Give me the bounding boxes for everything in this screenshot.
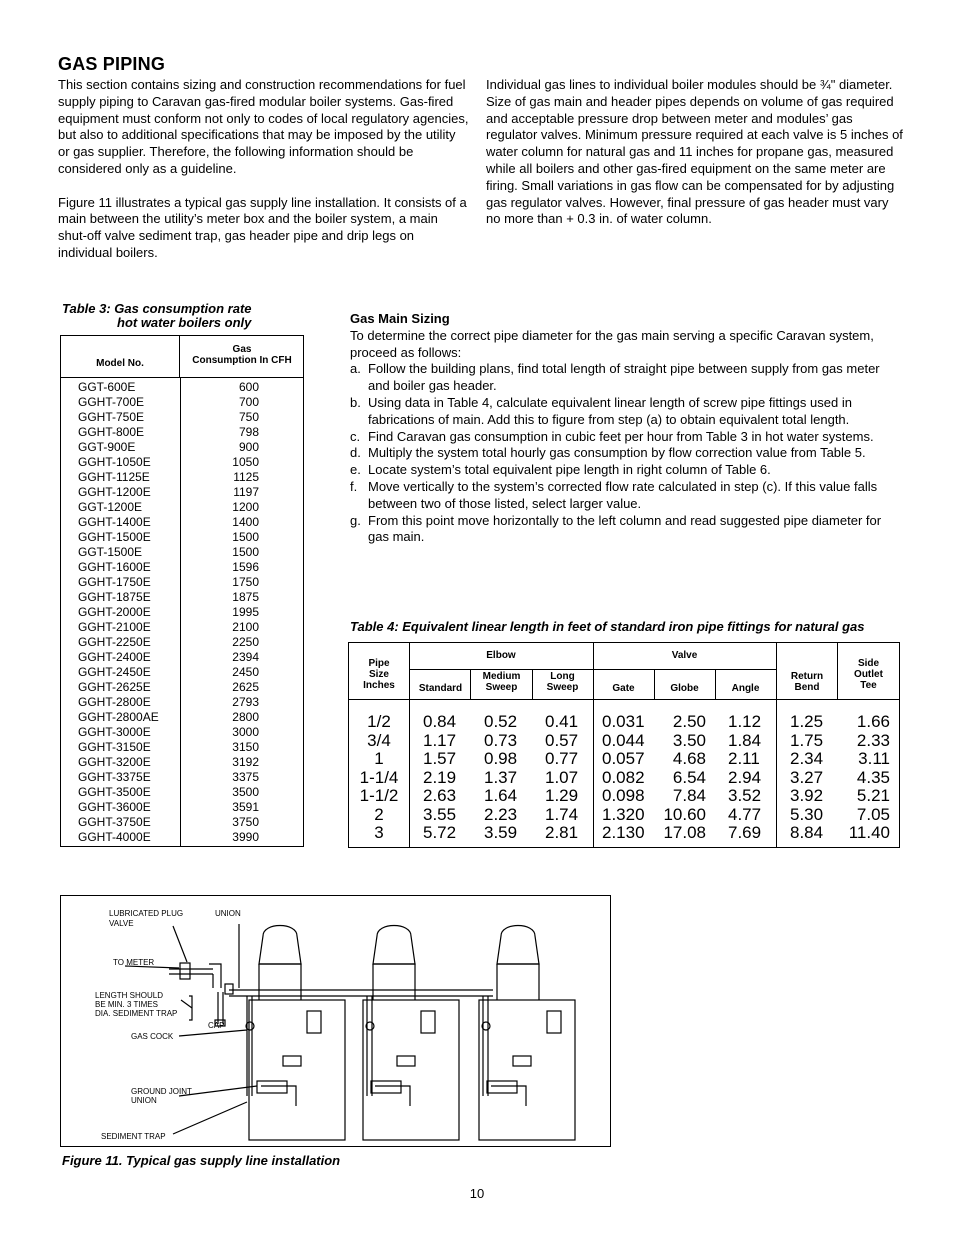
fig-label-ground-joint-2: UNION [131, 1096, 157, 1105]
table-cell: 0.52 [484, 712, 518, 731]
gas-consumption-value: 1500 [232, 545, 259, 559]
gas-consumption-value: 1050 [232, 455, 259, 469]
fig-label-union: UNION [215, 909, 241, 918]
table-cell: 3.92 [790, 786, 824, 805]
table-cell: 1-1/2 [359, 786, 399, 805]
list-item [350, 513, 902, 547]
t4-header-gate: Gate [612, 683, 635, 694]
table-row [61, 410, 303, 425]
model-number: GGHT-2400E [78, 650, 151, 664]
table-row [61, 530, 303, 545]
t4-hline [409, 669, 776, 670]
gas-consumption-value: 1596 [232, 560, 259, 574]
table-cell: 6.54 [672, 767, 706, 787]
figure-11-caption: Figure 11. Typical gas supply line installation [62, 1153, 341, 1168]
t4-header-pipe [349, 658, 409, 691]
table-cell: 3 [374, 823, 384, 842]
gas-consumption-value: 3591 [232, 800, 259, 814]
gas-consumption-value: 1197 [233, 485, 259, 499]
table-cell: 3.50 [672, 730, 706, 750]
list-item [350, 462, 902, 479]
t4-header-globe: Globe [670, 683, 699, 694]
table-row [61, 470, 303, 485]
table-cell: 1-1/4 [359, 767, 399, 787]
table-cell: 2 [374, 804, 384, 824]
table-row [61, 815, 303, 830]
t4-header-return [777, 671, 837, 693]
gas-consumption-value: 1750 [232, 575, 259, 589]
model-number: GGHT-3150E [78, 740, 151, 754]
t4-header-pipe-l1: Pipe [368, 658, 390, 669]
table3-caption-line2: hot water boilers only [117, 315, 252, 330]
table-row [61, 605, 303, 620]
model-number: GGHT-2625E [78, 680, 151, 694]
table-row [61, 620, 303, 635]
table-cell: 3.27 [790, 767, 824, 787]
fig-label-ground-joint-1: GROUND JOINT [131, 1087, 192, 1096]
table-cell: 1.37 [484, 767, 518, 787]
table-cell: 1.84 [728, 730, 762, 750]
table-row [61, 680, 303, 695]
t4-column-medium [484, 713, 517, 843]
table-cell: 1.320 [602, 804, 645, 824]
intro-paragraph-2: Figure 11 illustrates a typical gas supply line installation. It consists of a main between the utility’s meter box and the boiler system, a main shut-off valve sediment trap, gas header pipe and drip legs on individual boilers. [58, 194, 467, 260]
step-text: Locate system’s total equivalent pipe length in right column of Table 6. [368, 462, 771, 478]
model-number: GGHT-800E [78, 425, 145, 439]
table3-header [61, 336, 303, 378]
t4-hline [349, 699, 899, 700]
table-cell: 0.77 [545, 749, 579, 768]
t4-header-medium [471, 671, 532, 693]
gas-consumption-value: 3192 [232, 755, 259, 769]
gas-consumption-value: 2450 [232, 665, 259, 679]
t4-column-standard [423, 713, 456, 843]
gas-consumption-value: 3000 [232, 725, 259, 739]
table-row [61, 650, 303, 665]
step-text: Move vertically to the system’s corrected flow rate calculated in step (c). If this value falls between two of those listed, select larger value. [368, 478, 878, 511]
t4-header-side-l1: Side [857, 658, 880, 669]
t4-header-long-l2: Sweep [546, 682, 579, 693]
table3-header-consumption [181, 344, 303, 366]
table-cell: 2.50 [672, 712, 706, 731]
table-row [61, 635, 303, 650]
table4 [348, 642, 900, 848]
t4-header-valve: Valve [671, 650, 698, 661]
gas-consumption-value: 2100 [232, 620, 259, 634]
intro-paragraph-1: This section contains sizing and construction recommendations for fuel supply piping to Caravan gas-fired modular boiler systems. Gas-fired equipment must conform not only to codes of local regulatory agencies, but also to additional specifications that may be imposed by the utility or gas supplier. Therefore, the following information should be considered only as a guideline. [58, 77, 469, 176]
table-row [61, 800, 303, 815]
table-row [61, 695, 303, 710]
table-row [61, 770, 303, 785]
table-cell: 3.52 [728, 786, 762, 805]
step-letter: c. [350, 428, 361, 444]
table-cell: 2.11 [728, 749, 760, 768]
page-title: GAS PIPING [58, 54, 166, 74]
table3-header-model: Model No. [61, 336, 180, 377]
table3-caption [62, 302, 312, 330]
table-row [61, 740, 303, 755]
table-cell: 2.19 [423, 767, 457, 787]
model-number: GGHT-2000E [78, 605, 151, 619]
table3 [60, 335, 304, 847]
gas-main-sizing [350, 311, 902, 546]
table-row [61, 455, 303, 470]
model-number: GGHT-1200E [78, 485, 151, 499]
t4-column-globe [654, 713, 706, 843]
table-cell: 2.23 [484, 804, 518, 824]
table-cell: 1.75 [790, 730, 824, 750]
table-cell: 7.69 [728, 823, 762, 842]
gas-consumption-value: 700 [238, 395, 259, 409]
table-cell: 3.59 [484, 823, 518, 842]
t4-header-medium-l2: Sweep [485, 682, 518, 693]
intro-left-column [58, 77, 470, 279]
table-cell: 0.044 [602, 730, 645, 750]
table-cell: 2.130 [602, 823, 645, 842]
gas-consumption-value: 1400 [232, 515, 259, 529]
model-number: GGHT-750E [78, 410, 145, 424]
table-cell: 17.08 [663, 823, 706, 842]
table-cell: 1.66 [856, 712, 890, 731]
figure-11 [60, 895, 611, 1147]
model-number: GGT-900E [78, 440, 136, 454]
step-letter: f. [350, 478, 358, 494]
table-cell: 3/4 [367, 730, 391, 750]
t4-header-long [532, 671, 593, 693]
model-number: GGHT-2800AE [78, 710, 159, 724]
model-number: GGHT-2450E [78, 665, 151, 679]
table-row [61, 665, 303, 680]
t4-header-side-l2: Outlet [854, 669, 883, 680]
step-letter: g. [350, 512, 361, 528]
model-number: GGHT-3375E [78, 770, 151, 784]
t4-column-side [838, 713, 890, 843]
table-row [61, 380, 303, 395]
table-cell: 1/2 [367, 712, 391, 731]
step-text: Find Caravan gas consumption in cubic feet per hour from Table 3 in hot water systems. [368, 428, 874, 444]
gas-consumption-value: 3150 [232, 740, 259, 754]
gas-consumption-value: 750 [238, 410, 259, 424]
table-cell: 0.57 [545, 730, 579, 750]
gas-consumption-value: 1500 [232, 530, 259, 544]
table-cell: 7.05 [856, 804, 890, 824]
table-row [61, 710, 303, 725]
table-cell: 1.17 [423, 730, 457, 750]
table-cell: 0.73 [484, 730, 518, 750]
table-cell: 0.031 [602, 712, 645, 731]
table-cell: 1.29 [545, 786, 579, 805]
table-cell: 1.12 [728, 712, 762, 731]
table-row [61, 755, 303, 770]
table3-caption-line1: Table 3: Gas consumption rate [62, 301, 252, 316]
table-cell: 7.84 [672, 786, 706, 805]
table-cell: 0.057 [602, 749, 645, 768]
page-number: 10 [469, 1186, 485, 1201]
step-text: From this point move horizontally to the left column and read suggested pipe diameter for gas main. [368, 512, 882, 545]
list-item [350, 361, 902, 395]
gas-consumption-value: 2250 [232, 635, 259, 649]
t4-header-return-l2: Bend [794, 682, 820, 693]
table-cell: 5.30 [790, 804, 824, 824]
table3-header-consumption-line1: Gas [232, 344, 252, 355]
gas-main-heading: Gas Main Sizing [350, 311, 450, 326]
t4-column-angle [728, 713, 761, 843]
fig-label-length-1: LENGTH SHOULD [95, 991, 164, 1000]
model-number: GGHT-3500E [78, 785, 151, 799]
table-cell: 4.68 [672, 749, 706, 768]
gas-consumption-value: 1875 [232, 590, 259, 604]
gas-consumption-value: 3500 [232, 785, 259, 799]
table-row [61, 830, 303, 845]
gas-consumption-value: 798 [238, 425, 259, 439]
table-cell: 1.07 [545, 767, 579, 787]
step-text: Follow the building plans, find total length of straight pipe between supply from gas meter and boiler gas header. [368, 361, 880, 394]
table-cell: 1 [374, 749, 384, 768]
table-cell: 1.64 [484, 786, 518, 805]
gas-consumption-value: 2793 [232, 695, 259, 709]
list-item [350, 445, 902, 462]
fig-label-plug-valve-2: VALVE [109, 919, 134, 928]
step-letter: b. [350, 394, 361, 410]
gas-consumption-value: 2800 [232, 710, 259, 724]
table-cell: 2.81 [545, 823, 579, 842]
table3-header-consumption-line2: Consumption In CFH [192, 355, 292, 366]
list-item [350, 479, 902, 513]
gas-consumption-value: 2394 [232, 650, 259, 664]
list-item [350, 429, 902, 446]
table-cell: 3.55 [423, 804, 457, 824]
gas-consumption-value: 3750 [232, 815, 259, 829]
table-cell: 4.77 [728, 804, 762, 824]
gas-consumption-value: 1200 [232, 500, 259, 514]
model-number: GGHT-1600E [78, 560, 151, 574]
table-row [61, 395, 303, 410]
fig-label-plug-valve-1: LUBRICATED PLUG [109, 909, 184, 918]
table-row [61, 590, 303, 605]
t4-header-side-l3: Tee [860, 680, 877, 691]
table-cell: 2.63 [423, 786, 457, 805]
model-number: GGHT-3750E [78, 815, 151, 829]
table-cell: 0.082 [602, 767, 645, 787]
t4-column-return [790, 713, 823, 843]
table4-caption: Table 4: Equivalent linear length in feet of standard iron pipe fittings for natural gas [350, 619, 865, 634]
intro-paragraph-3: Individual gas lines to individual boiler modules should be ¾" diameter. Size of gas main and header pipes depends on volume of gas required and acceptable pressure drop between meter and modules’ gas regulator valves. Minimum pressure required at each valve is 5 inches of water column for natural gas and 11 inches for propane gas, measured while all boilers and other gas-fired equipment on the same meter are firing. Small variations in gas flow can be compensated for by adjusting gas regulator valves. However, final pressure of gas header must vary no more than + 0.3 in. of water column. [486, 77, 903, 227]
intro-right-column [486, 77, 906, 228]
gas-consumption-value: 1995 [232, 605, 259, 619]
model-number: GGHT-1400E [78, 515, 151, 529]
gas-consumption-value: 3375 [232, 770, 259, 784]
table-cell: 2.94 [728, 767, 762, 787]
table-row [61, 515, 303, 530]
table-cell: 1.25 [790, 712, 824, 731]
table-cell: 0.84 [423, 712, 457, 731]
model-number: GGT-600E [78, 380, 136, 394]
t4-header-medium-l1: Medium [482, 671, 521, 682]
table-row [61, 545, 303, 560]
gas-supply-diagram [61, 896, 610, 1146]
table-cell: 1.74 [545, 804, 579, 824]
t4-header-pipe-l2: Size [368, 669, 389, 680]
t4-column-long [545, 713, 578, 843]
model-number: GGHT-1750E [78, 575, 151, 589]
gas-consumption-value: 3990 [232, 830, 259, 844]
t4-vline [593, 643, 594, 847]
t4-vline [409, 643, 410, 847]
t4-header-elbow: Elbow [486, 650, 516, 661]
table-cell: 5.21 [856, 786, 890, 805]
table-row [61, 785, 303, 800]
table-row [61, 560, 303, 575]
model-number: GGHT-3600E [78, 800, 151, 814]
t4-header-long-l1: Long [550, 671, 575, 682]
table-cell: 0.41 [545, 712, 579, 731]
model-number: GGT-1500E [78, 545, 143, 559]
fig-label-gas-cock: GAS COCK [131, 1032, 174, 1041]
table-row [61, 440, 303, 455]
gas-consumption-value: 2625 [232, 680, 259, 694]
step-text: Multiply the system total hourly gas consumption by flow correction value from Table 5. [368, 445, 866, 461]
fig-label-sediment-trap: SEDIMENT TRAP [101, 1132, 166, 1141]
model-number: GGHT-2250E [78, 635, 151, 649]
t4-header-pipe-l3: Inches [363, 680, 395, 691]
model-number: GGHT-3000E [78, 725, 151, 739]
table-cell: 3.11 [858, 749, 890, 768]
table-row [61, 425, 303, 440]
table-row [61, 485, 303, 500]
t4-header-side [838, 658, 899, 691]
table-row [61, 725, 303, 740]
list-item [350, 395, 902, 429]
table-cell: 5.72 [423, 823, 457, 842]
step-letter: d. [350, 445, 361, 461]
model-number: GGHT-1875E [78, 590, 151, 604]
gas-main-intro: To determine the correct pipe diameter for the gas main serving a specific Caravan system, proceed as follows: [350, 327, 874, 360]
table-cell: 11.40 [848, 823, 890, 842]
model-number: GGHT-4000E [78, 830, 151, 844]
t4-header-angle: Angle [731, 683, 760, 694]
gas-main-steps [350, 361, 902, 546]
model-number: GGHT-2800E [78, 695, 151, 709]
gas-consumption-value: 1125 [233, 470, 259, 484]
t4-header-return-l1: Return [790, 671, 824, 682]
table-row [61, 575, 303, 590]
step-letter: a. [350, 361, 361, 377]
table-cell: 4.35 [856, 767, 890, 787]
table-cell: 8.84 [790, 823, 824, 842]
table-cell: 0.098 [602, 786, 645, 805]
step-letter: e. [350, 462, 361, 478]
model-number: GGT-1200E [78, 500, 143, 514]
table-cell: 10.60 [663, 804, 706, 824]
model-number: GGHT-2100E [78, 620, 151, 634]
table-cell: 2.34 [790, 749, 824, 768]
table-cell: 0.98 [484, 749, 518, 768]
fig-label-to-meter: TO METER [113, 958, 155, 967]
table-row [61, 500, 303, 515]
t4-column-pipe [349, 713, 409, 843]
fig-label-cap: CAP [208, 1021, 225, 1030]
model-number: GGHT-1500E [78, 530, 151, 544]
fig-label-length-3: DIA. SEDIMENT TRAP [95, 1009, 178, 1018]
gas-consumption-value: 600 [238, 380, 259, 394]
gas-consumption-value: 900 [238, 440, 259, 454]
table-cell: 2.33 [856, 730, 890, 750]
table-cell: 1.57 [423, 749, 457, 768]
t4-column-gate [602, 713, 645, 843]
t4-header-standard: Standard [418, 683, 463, 694]
model-number: GGHT-1125E [78, 470, 150, 484]
model-number: GGHT-3200E [78, 755, 151, 769]
fig-label-length-2: BE MIN. 3 TIMES [95, 1000, 158, 1009]
model-number: GGHT-700E [78, 395, 145, 409]
step-text: Using data in Table 4, calculate equivalent linear length of screw pipe fittings used in fabrications of main. Add this to figure from step (a) to obtain equivalent total length. [368, 394, 852, 427]
model-number: GGHT-1050E [78, 455, 151, 469]
